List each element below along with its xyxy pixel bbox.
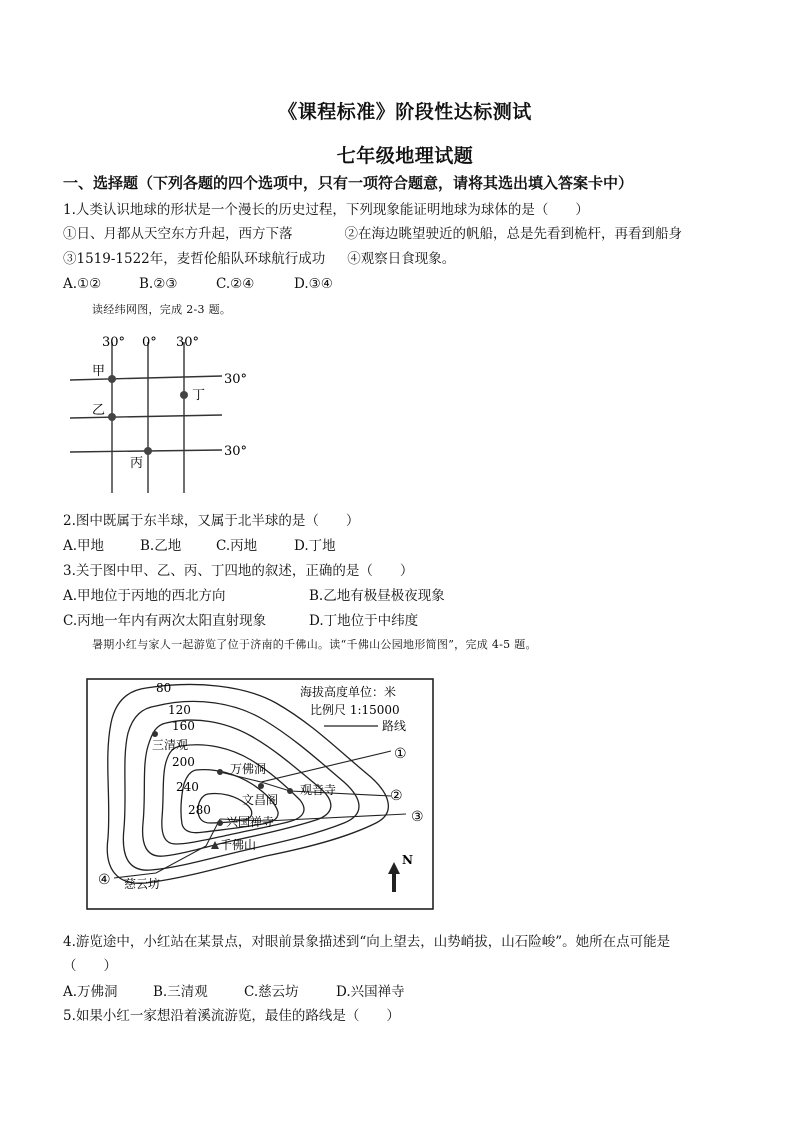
place-sanqingguan-dot — [152, 731, 158, 737]
route-label-1: ① — [394, 746, 407, 762]
q2-option-c[interactable]: C.丙地 — [216, 538, 258, 554]
contour-label-240: 240 — [176, 780, 199, 794]
place-xingguochansi-dot — [217, 820, 223, 826]
q2-option-b[interactable]: B.乙地 — [140, 538, 182, 554]
place-guanyinsi-dot — [287, 788, 293, 794]
lat-lon-grid-map — [66, 328, 256, 496]
q2-stem: 2.图中既属于东半球，又属于北半球的是（ ） — [63, 513, 360, 529]
point-yi — [108, 413, 116, 421]
q2-options — [63, 537, 336, 555]
contour-label-200: 200 — [172, 755, 195, 769]
q1-item2: ②在海边眺望驶近的帆船，总是先看到桅杆，再看到船身 — [344, 226, 682, 242]
q4-option-d[interactable]: D.兴国禅寺 — [336, 984, 405, 1000]
q5-stem: 5.如果小红一家想沿着溪流游览，最佳的路线是（ ） — [63, 1008, 400, 1024]
contour-label-80: 80 — [156, 681, 172, 695]
place-guanyinsi: 观音寺 — [300, 783, 337, 797]
q4-option-c[interactable]: C.慈云坊 — [244, 984, 299, 1000]
place-wenchangge-dot — [258, 783, 264, 789]
q3-option-c[interactable]: C.丙地一年内有两次太阳直射现象 — [63, 613, 267, 629]
q3-options-row1 — [63, 587, 445, 605]
q3-options-row2 — [63, 612, 418, 630]
place-wenchangge: 文昌阁 — [242, 793, 279, 807]
route-label-2: ② — [390, 788, 403, 804]
point-jia — [108, 375, 116, 383]
place-qianfoshan: 千佛山 — [220, 838, 257, 852]
q3-option-d[interactable]: D.丁地位于中纬度 — [309, 613, 419, 629]
legend-unit: 海拔高度单位：米 — [300, 685, 397, 699]
exam-title: 《课程标准》阶段性达标测试 — [278, 101, 532, 123]
q1-item1: ①日、月都从天空东方升起，西方下落 — [63, 226, 293, 242]
q3-option-b[interactable]: B.乙地有极昼极夜现象 — [309, 588, 445, 604]
q4-stem-line1: 4.游览途中，小红站在某景点，对眼前景象描述到“向上望去，山势峭拔，山石险峻”。她所在点可能是 — [63, 934, 671, 950]
route-label-4: ④ — [98, 872, 111, 888]
legend-scale: 比例尺 1:15000 — [310, 703, 400, 717]
contour-label-120: 120 — [168, 703, 191, 717]
exam-subtitle: 七年级地理试题 — [336, 145, 474, 167]
point-ding-label: 丁 — [192, 388, 206, 403]
contour-label-160: 160 — [172, 719, 195, 733]
q3-option-a[interactable]: A.甲地位于丙地的西北方向 — [63, 588, 226, 604]
route-label-3: ③ — [411, 809, 424, 825]
lat-label-s30: 30° — [224, 444, 248, 459]
q1-option-b[interactable]: B.②③ — [139, 276, 178, 292]
contour-map — [86, 678, 436, 912]
place-ciyunfang: 慈云坊 — [124, 877, 161, 891]
q2-option-a[interactable]: A.甲地 — [63, 538, 105, 554]
point-ding — [180, 391, 188, 399]
q1-options — [63, 275, 333, 293]
point-bing-label: 丙 — [130, 456, 144, 471]
q1-items-row1 — [63, 225, 682, 243]
q1-item4: ④观察日食现象。 — [347, 251, 456, 267]
q1-stem: 1.人类认识地球的形状是一个漫长的历史过程，下列现象能证明地球为球体的是（ ） — [63, 202, 589, 218]
point-yi-label: 乙 — [92, 403, 106, 418]
legend-route: 路线 — [382, 719, 407, 733]
north-label: N — [402, 853, 413, 867]
q4-option-a[interactable]: A.万佛洞 — [63, 984, 118, 1000]
q2-option-d[interactable]: D.丁地 — [294, 538, 336, 554]
q1-item3: ③1519-1522年，麦哲伦船队环球航行成功 — [63, 251, 326, 267]
place-sanqingguan: 三清观 — [152, 738, 189, 752]
place-wanfodong-dot — [217, 769, 223, 775]
q4-stem-line2: （ ） — [63, 958, 117, 974]
q3-stem: 3.关于图中甲、乙、丙、丁四地的叙述，正确的是（ ） — [63, 563, 414, 579]
section-heading: 一、选择题（下列各题的四个选项中，只有一项符合题意，请将其选出填入答案卡中） — [63, 174, 634, 192]
q4-options — [63, 983, 405, 1001]
lat-label-n30: 30° — [224, 372, 248, 387]
intro-2-3: 读经纬网图，完成 2-3 题。 — [92, 303, 232, 316]
point-bing — [144, 447, 152, 455]
q1-option-c[interactable]: C.②④ — [216, 276, 255, 292]
q1-option-d[interactable]: D.③④ — [294, 276, 333, 292]
lon-label-0: 0° — [142, 335, 157, 350]
place-wanfodong: 万佛洞 — [230, 762, 267, 776]
point-jia-label: 甲 — [92, 364, 106, 379]
place-xingguochansi: 兴国禅寺 — [226, 815, 275, 829]
q1-items-row2 — [63, 250, 455, 268]
lon-label-e30: 30° — [176, 335, 200, 350]
q1-option-a[interactable]: A.①② — [63, 276, 102, 292]
contour-label-280: 280 — [188, 803, 211, 817]
q4-option-b[interactable]: B.三清观 — [153, 984, 208, 1000]
lon-label-w30: 30° — [102, 335, 126, 350]
intro-4-5: 暑期小红与家人一起游览了位于济南的千佛山。读“千佛山公园地形简图”，完成 4-5 题。 — [92, 638, 537, 651]
